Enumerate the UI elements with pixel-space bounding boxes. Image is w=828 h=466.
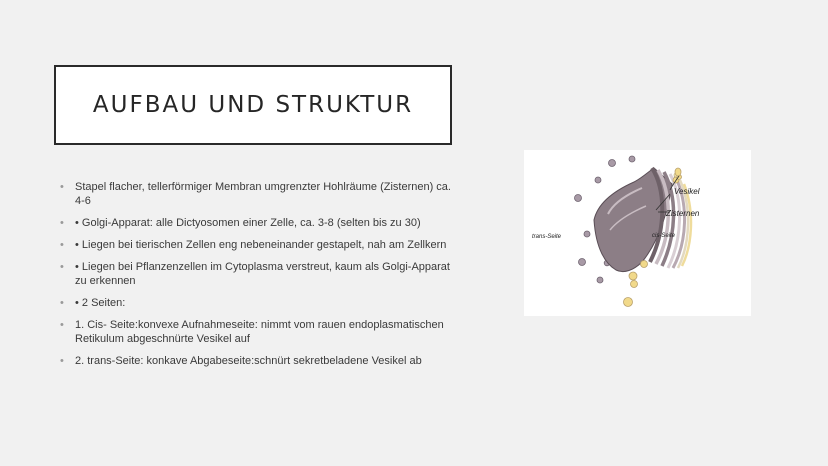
bullet-item: [60, 318, 460, 346]
bullet-item: [60, 296, 460, 310]
label-vesikel: Vesikel: [674, 187, 700, 196]
bullet-marker: •: [60, 239, 64, 251]
bullet-text: • Golgi-Apparat: alle Dictyosomen einer Zelle, ca. 3-8 (selten bis zu 30): [75, 217, 421, 229]
bullet-text: 1. Cis- Seite:konvexe Aufnahmeseite: nimmt vom rauen endoplasmatischen Retikulum abgeschnürte Vesikel auf: [75, 319, 444, 345]
bullet-text: • Liegen bei Pflanzenzellen im Cytoplasma verstreut, kaum als Golgi-Apparat zu erkennen: [75, 261, 450, 287]
bullet-list: [60, 180, 460, 376]
bullet-marker: •: [60, 355, 64, 367]
bullet-marker: •: [60, 261, 64, 273]
bullet-marker: •: [60, 297, 64, 309]
label-zisternen: Zisternen: [666, 209, 700, 218]
bullet-item: [60, 216, 460, 230]
bullet-text: Stapel flacher, tellerförmiger Membran umgrenzter Hohlräume (Zisternen) ca. 4-6: [75, 181, 451, 207]
slide-title: AUFBAU UND STRUKTUR: [92, 92, 414, 118]
bullet-item: [60, 180, 460, 208]
bullet-marker: •: [60, 181, 64, 193]
title-box: [54, 65, 452, 145]
golgi-drawing: [524, 150, 751, 316]
golgi-stack: [594, 168, 691, 272]
bullet-marker: •: [60, 319, 64, 331]
golgi-illustration: [524, 150, 751, 316]
bullet-item: [60, 260, 460, 288]
bullet-text: • Liegen bei tierischen Zellen eng nebeneinander gestapelt, nah am Zellkern: [75, 239, 447, 251]
bullet-item: [60, 354, 460, 368]
bullet-text: • 2 Seiten:: [75, 297, 126, 309]
label-trans-seite: trans-Seite: [532, 234, 562, 240]
bullet-item: [60, 238, 460, 252]
bullet-marker: •: [60, 217, 64, 229]
bullet-text: 2. trans-Seite: konkave Abgabeseite:schnürt sekretbeladene Vesikel ab: [75, 355, 422, 367]
label-cis-seite: cis-Seite: [652, 233, 676, 239]
